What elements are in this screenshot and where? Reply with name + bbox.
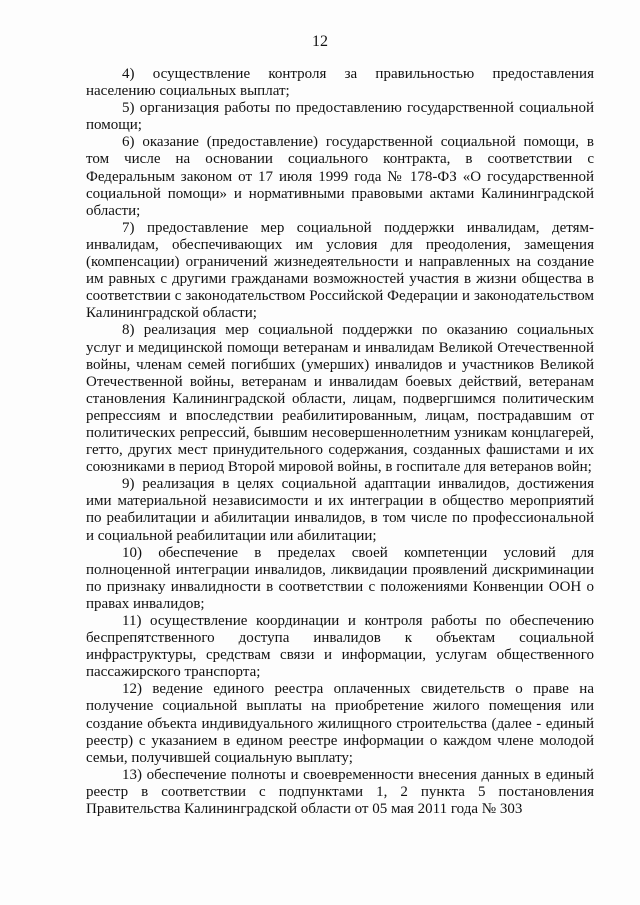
list-item-12: 12) ведение единого реестра оплаченных свидетельств о праве на получение социальной выплаты на приобретение жилого помещения или создание объекта индивидуального жилищного строительства (далее - единый реестр) с указанием в едином реестре информации о каждом члене молодой семьи, получившей социальную выплату; [86,681,594,766]
page-number: 12 [312,33,328,50]
list-item-8: 8) реализация мер социальной поддержки по оказанию социальных услуг и медицинской помощи ветеранам и инвалидам Великой Отечественной войны, членам семей погибших (умерших) инвалидов и участников Великой Отечественной войны, ветеранам и инвалидам боевых действий, ветеранам становления Калининградской области, лицам, подвергшимся политическим репрессиям и впоследствии реабилитированным, лицам, пострадавшим от политических репрессий, бывшим несовершеннолетним узникам концлагерей, гетто, других мест принудительного содержания, созданных фашистами и их союзниками в период Второй мировой войны, в госпитале для ветеранов войн; [86,322,594,476]
list-item-10: 10) обеспечение в пределах своей компетенции условий для полноценной интеграции инвалидов, ликвидации проявлений дискриминации по признаку инвалидности в соответствии с положениями Конвенции ООН о правах инвалидов; [86,544,594,612]
list-item-4: 4) осуществление контроля за правильностью предоставления населению социальных выплат; [86,66,594,100]
list-item-5: 5) организация работы по предоставлению государственной социальной помощи; [86,100,594,134]
list-item-9: 9) реализация в целях социальной адаптации инвалидов, достижения ими материальной независимости и их интеграции в общество мероприятий по реабилитации и абилитации инвалидов, в том числе по профессиональной и социальной реабилитации или абилитации; [86,476,594,544]
list-item-6: 6) оказание (предоставление) государственной социальной помощи, в том числе на основании социального контракта, в соответствии с Федеральным законом от 17 июля 1999 года № 178-ФЗ «О государственной социальной помощи» и нормативными правовыми актами Калининградской области; [86,134,594,219]
list-item-13: 13) обеспечение полноты и своевременности внесения данных в единый реестр в соответствии с подпунктами 1, 2 пункта 5 постановления Правительства Калининградской области от 05 мая 2011 года № 303 [86,766,594,818]
document-body [86,66,594,818]
list-item-7: 7) предоставление мер социальной поддержки инвалидам, детям-инвалидам, обеспечивающих им условия для преодоления, замещения (компенсации) ограничений жизнедеятельности и направленных на создание им равных с другими гражданами возможностей участия в жизни общества в соответствии с законодательством Российской Федерации и законодательством Калининградской области; [86,219,594,322]
list-item-11: 11) осуществление координации и контроля работы по обеспечению беспрепятственного доступа инвалидов к объектам социальной инфраструктуры, средствам связи и информации, услугам общественного пассажирского транспорта; [86,613,594,681]
